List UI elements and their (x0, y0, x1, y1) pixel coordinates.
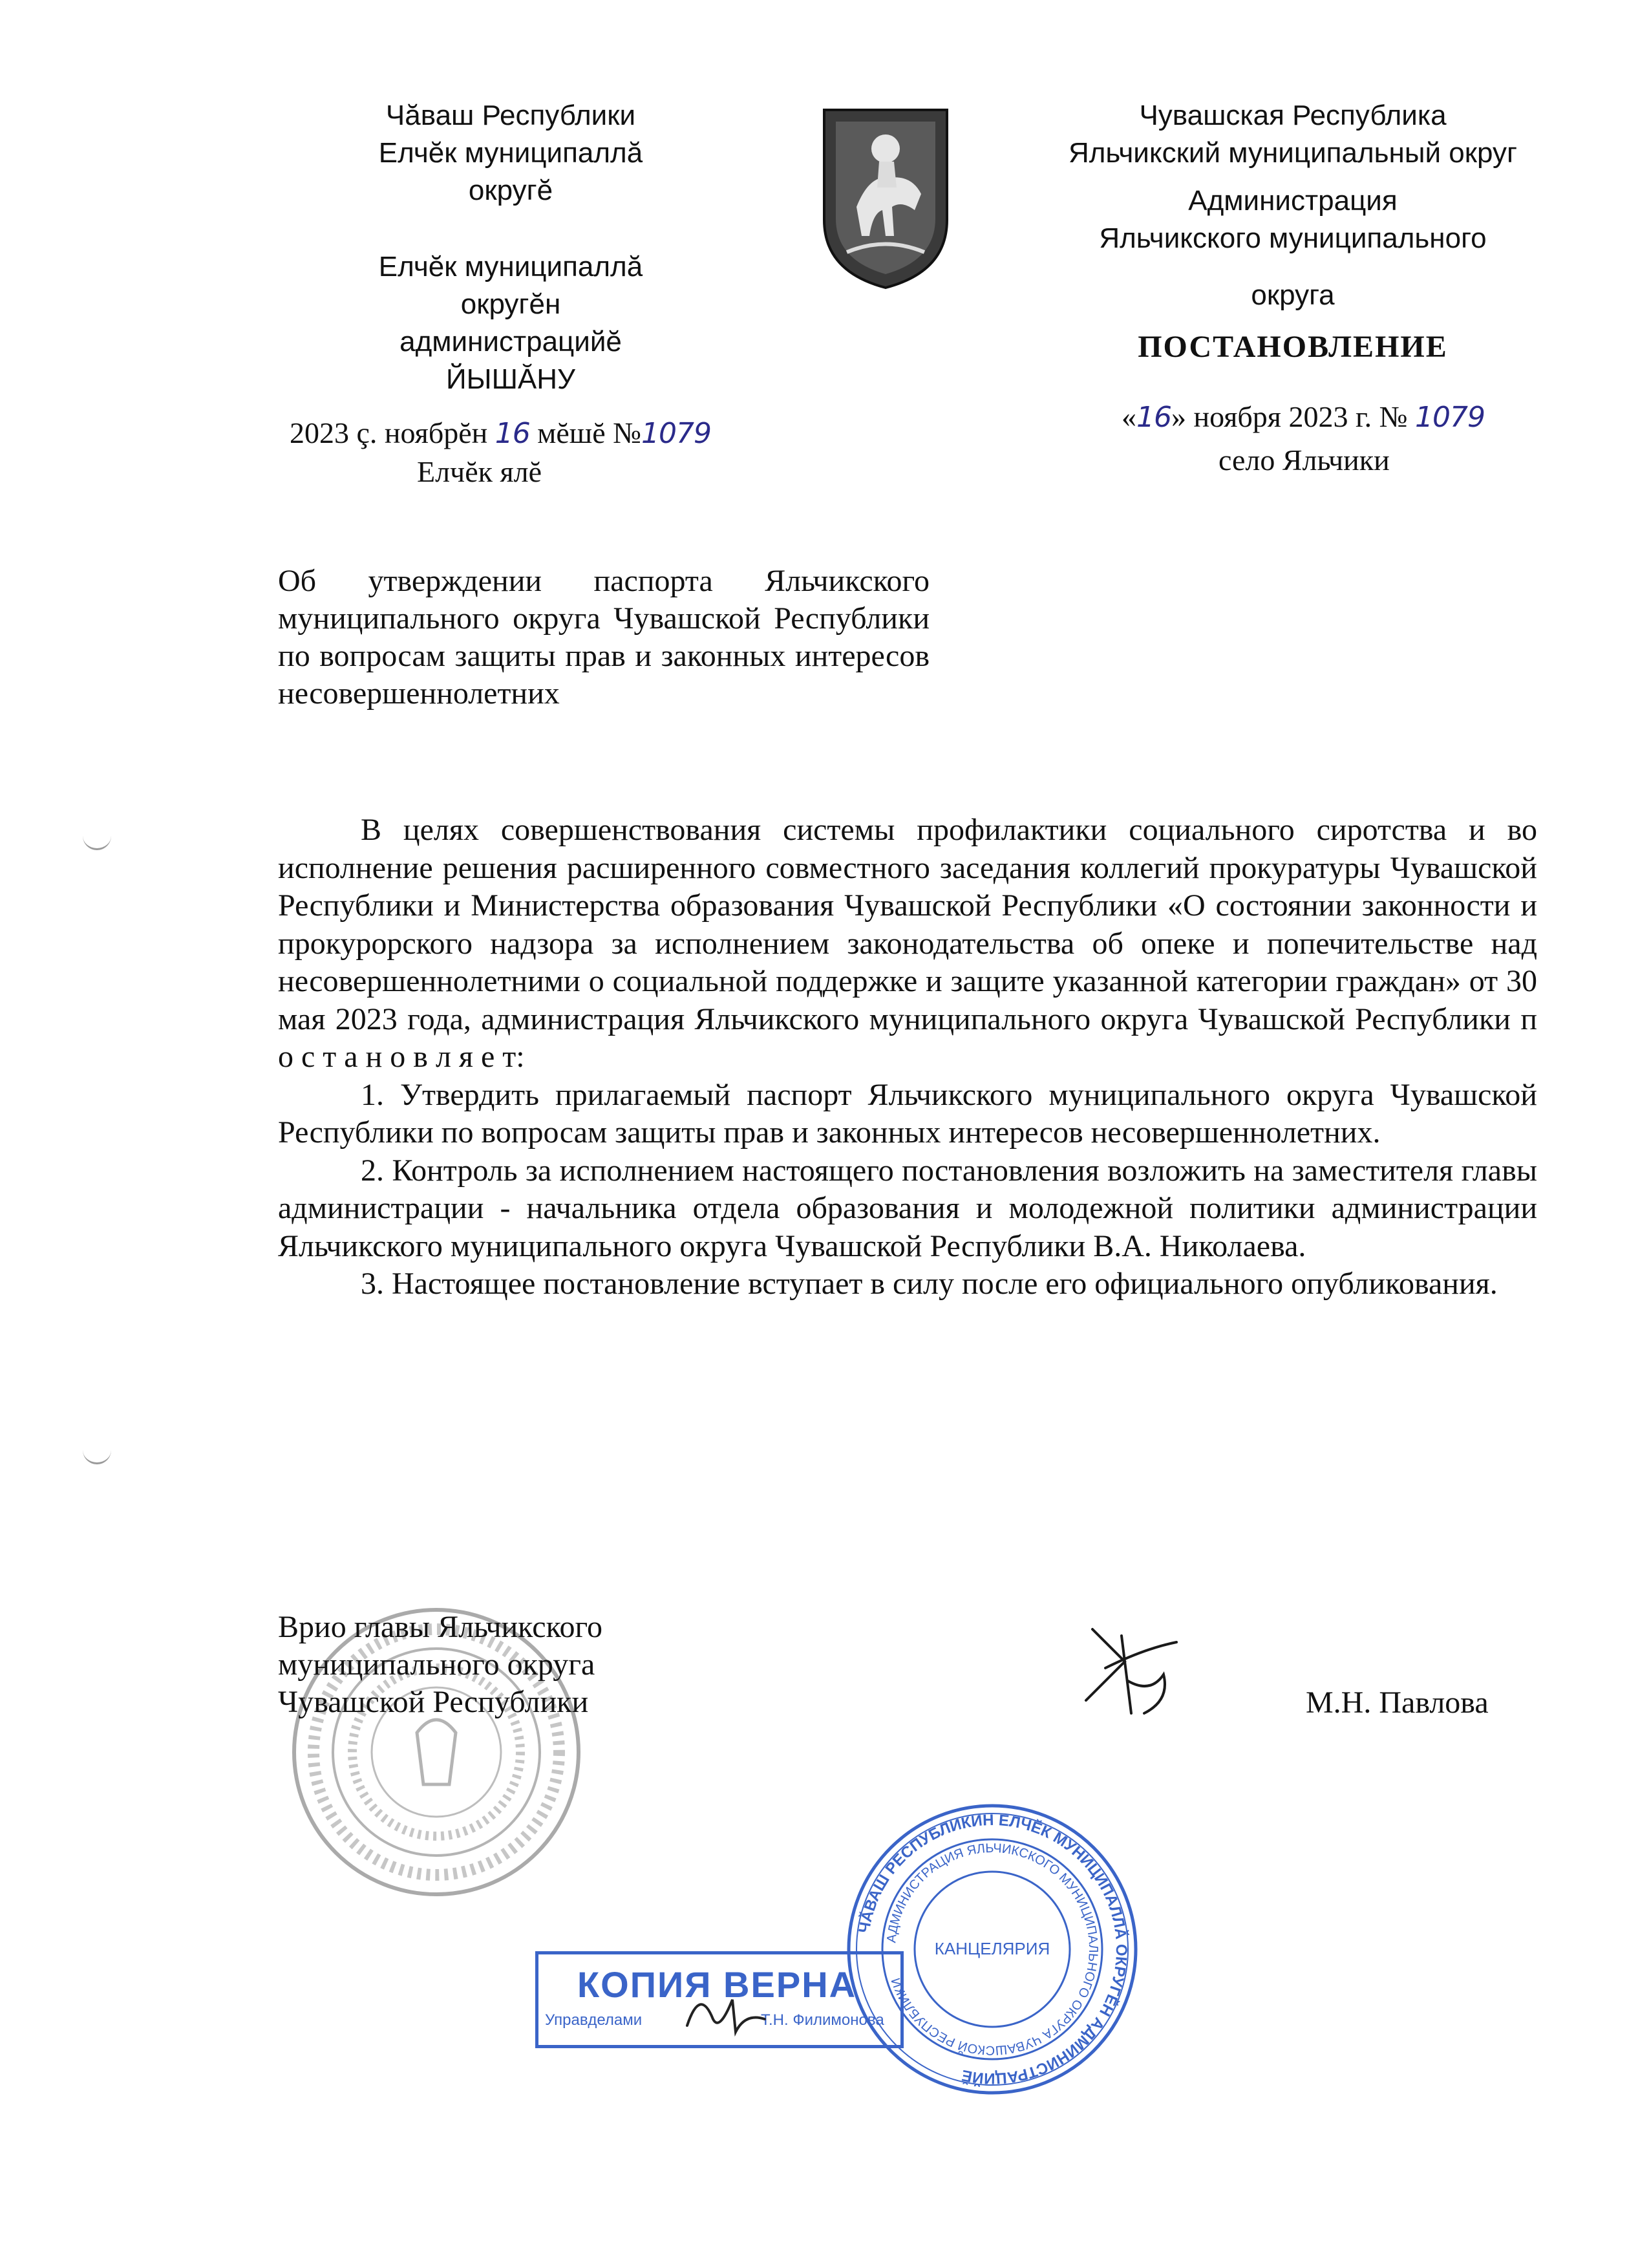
seal-inner-text: АДМИНИСТРАЦИЯ ЯЛЬЧИКСКОГО МУНИЦИПАЛЬНОГО ОКРУГА ЧУВАШСКОЙ РЕСПУБЛИКИ (884, 1841, 1101, 2058)
header-left-admin-2: округĕн (460, 288, 561, 320)
header-left-admin-1: Елчĕк муниципаллă (378, 251, 643, 283)
seal-outer-text: ЧĂВАШ РЕСПУБЛИКИН ЕЛЧĔК МУНИЦИПАЛЛĂ ОКРУГĔН АДМИНИСТРАЦИЙĔ (855, 1811, 1131, 2088)
signatory-name: М.Н. Павлова (1306, 1685, 1489, 1720)
punch-hole-top (83, 829, 111, 850)
header-right-admin-1: Администрация (1188, 185, 1398, 217)
header-right-admin-3: округа (1251, 279, 1335, 311)
handwritten-signature (1067, 1623, 1183, 1720)
copy-stamp-name: Т.Н. Филимонова (761, 2011, 884, 2029)
date-rest: » ноября 2023 г. № (1171, 400, 1408, 433)
copy-stamp-title: КОПИЯ ВЕРНА (577, 1964, 857, 2005)
date-day-handwritten: 16 (1136, 401, 1171, 434)
decree-word: п о с т а н о в л я е т: (278, 1001, 1538, 1074)
seal-center-text: КАНЦЕЛЯРИЯ (934, 1939, 1050, 1958)
signatory-title-1: Врио главы Яльчикского (278, 1610, 602, 1644)
date-day-handwritten: 16 (495, 417, 530, 450)
punch-hole-bottom (83, 1443, 111, 1464)
header-right-district: Яльчикский муниципальный округ (1068, 137, 1518, 169)
header-right-date (1122, 398, 1574, 437)
document-body (278, 811, 1537, 1303)
header-left (284, 97, 737, 398)
date-open-quote: « (1122, 400, 1136, 433)
header-left-district: Елчĕк муниципаллă (378, 137, 643, 169)
preamble-paragraph (278, 811, 1537, 1076)
official-seal-blue (844, 1801, 1141, 2098)
header-right-admin-2: Яльчикского муниципального (1099, 222, 1487, 254)
document-subject: Об утверждении паспорта Яльчикского муниципального округа Чувашской Республики по вопросам защиты прав и законных интересов несовершеннолетних (278, 564, 930, 711)
signature-block (278, 1609, 1054, 1721)
date-prefix: 2023 ç. ноябрĕн (290, 416, 488, 449)
header-left-admin-3: администрацийĕ (399, 326, 622, 358)
copy-stamp-role: Управделами (545, 2011, 643, 2029)
item-1: 1. Утвердить прилагаемый паспорт Яльчикского муниципального округа Чувашской Республики по вопросам защиты прав и законных интересов несовершеннолетних. (278, 1077, 1537, 1150)
header-right-republic: Чувашская Республика (1139, 100, 1447, 131)
header-left-doc-type: ЙЫШĂНУ (446, 363, 575, 395)
header-right (1028, 97, 1558, 366)
item-3: 3. Настоящее постановление вступает в силу после его официального опубликования. (361, 1267, 1498, 1301)
header-left-date (290, 414, 820, 453)
header-right-place: село Яльчики (1218, 444, 1390, 476)
signatory-title-2: муниципального округа (278, 1647, 595, 1682)
item-2: 2. Контроль за исполнением настоящего постановления возложить на заместителя главы администрации - начальника отдела образования и молодежной политики администрации Яльчикского муниципального округа Чувашской Республики В.А. Николаева. (278, 1153, 1537, 1263)
doc-number-handwritten: 1079 (1415, 401, 1485, 434)
header-right-doc-type: ПОСТАНОВЛЕНИЕ (1138, 330, 1448, 364)
doc-number-handwritten: 1079 (641, 417, 712, 450)
coat-of-arms-icon (818, 97, 953, 291)
header-left-district-2: округĕ (468, 175, 553, 206)
copy-stamp-signature (674, 1980, 771, 2038)
header-left-republic: Чăваш Республики (385, 100, 636, 131)
preamble-text: В целях совершенствования системы профилактики социального сиротства и во исполнение решения расширенного совместного заседания коллегий прокуратуры Чувашской Республики и Министерства образования Чувашской Республики «О состоянии законности и прокурорского надзора за исполнением законодательства об опеке и попечительстве над несовершеннолетними о социальной поддержке и защите указанной категории граждан» от 30 мая 2023 года, администрация Яльчикского муниципального округа Чувашской Республики (278, 813, 1537, 1036)
signatory-title-3: Чувашской Республики (278, 1685, 589, 1719)
date-middle: мĕшĕ № (537, 416, 642, 449)
header-left-place: Елчĕк ялĕ (417, 455, 542, 488)
